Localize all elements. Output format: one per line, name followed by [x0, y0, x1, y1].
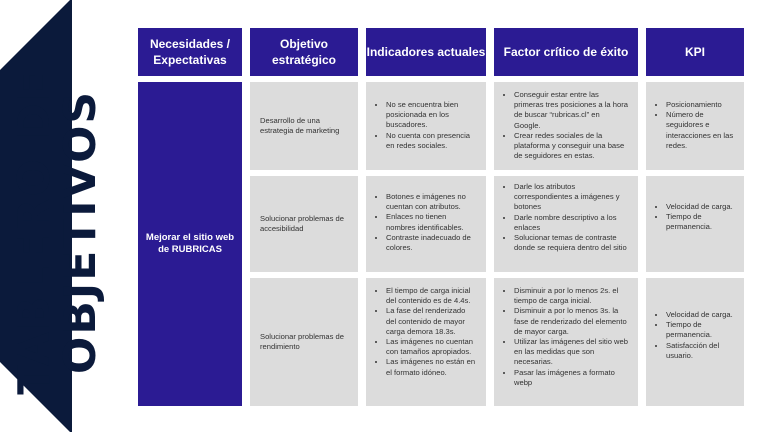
list-item: • Botones e imágenes no cuentan con atributos.: [386, 192, 476, 212]
row-3-objective-text: Solucionar problemas de rendimiento: [260, 331, 345, 351]
row-3-kpi: [646, 278, 744, 406]
row-3-objective: [250, 278, 358, 406]
list-item: • Contraste inadecuado de colores.: [386, 233, 476, 253]
list-item: • El tiempo de carga inicial del contenido es de 4.4s.: [386, 286, 476, 306]
page-title-line-2: OBJETIVOS: [55, 89, 106, 375]
row-1-kpi: [646, 82, 744, 170]
list-item: • Darle los atributos correspondientes a imágenes y botones: [514, 182, 628, 213]
page-title-line-1: TABLERO DE: [9, 69, 60, 395]
list-item: • Conseguir estar entre las primeras tres posiciones a la hora de buscar “rubricas.cl” en Google.: [514, 90, 628, 131]
list-item: • Tiempo de permanencia.: [666, 320, 734, 340]
list-item: • Satisfacción del usuario.: [666, 341, 734, 361]
row-2-factors: [494, 176, 638, 272]
page-title: [8, 69, 108, 395]
list-item: • Las imágenes no cuentan con tamaños apropiados.: [386, 337, 476, 357]
objectives-table: [138, 28, 744, 406]
row-2-objective: [250, 176, 358, 272]
header-objective: Objetivo estratégico: [250, 28, 358, 76]
list-item: • Pasar las imágenes a formato webp: [514, 368, 628, 388]
header-needs: Necesidades / Expectativas: [138, 28, 242, 76]
list-item: • Disminuir a por lo menos 2s. el tiempo de carga inicial.: [514, 286, 628, 306]
list-item: • Velocidad de carga.: [666, 202, 734, 212]
list-item: • Solucionar temas de contraste donde se requiera dentro del sitio: [514, 233, 628, 253]
row-1-objective: [250, 82, 358, 170]
row-1-factors: [494, 82, 638, 170]
row-2-objective-text: Solucionar problemas de accesibilidad: [260, 213, 345, 233]
list-item: • No se encuentra bien posicionada en los buscadores.: [386, 100, 476, 131]
list-item: • No cuenta con presencia en redes sociales.: [386, 131, 476, 151]
list-item: • Las imágenes no están en el formato idóneo.: [386, 357, 476, 377]
side-band-top-corner: [0, 0, 70, 70]
row-3-factors: [494, 278, 638, 406]
header-kpi: KPI: [646, 28, 744, 76]
list-item: • Número de seguidores e interacciones en las redes.: [666, 110, 734, 151]
need-cell: Mejorar el sitio web de RUBRICAS: [138, 82, 242, 406]
row-1-indicators: [366, 82, 486, 170]
list-item: • Velocidad de carga.: [666, 310, 734, 320]
list-item: • Tiempo de permanencia.: [666, 212, 734, 232]
list-item: • La fase del renderizado del contenido de mayor carga demora 18.3s.: [386, 306, 476, 337]
row-1-objective-text: Desarrollo de una estrategia de marketing: [260, 115, 340, 135]
list-item: • Posicionamiento: [666, 100, 734, 110]
header-factors: Factor crítico de éxito: [494, 28, 638, 76]
row-3-indicators: [366, 278, 486, 406]
list-item: • Disminuir a por lo menos 3s. la fase de renderizado del elemento de mayor carga.: [514, 306, 628, 337]
row-2-kpi: [646, 176, 744, 272]
list-item: • Crear redes sociales de la plataforma y conseguir una base de seguidores en estas.: [514, 131, 628, 162]
list-item: • Utilizar las imágenes del sitio web en las medidas que son necesarias.: [514, 337, 628, 368]
list-item: • Darle nombre descriptivo a los enlaces: [514, 213, 628, 233]
header-indicators: Indicadores actuales: [366, 28, 486, 76]
list-item: • Enlaces no tienen nombres identificables.: [386, 212, 476, 232]
row-2-indicators: [366, 176, 486, 272]
